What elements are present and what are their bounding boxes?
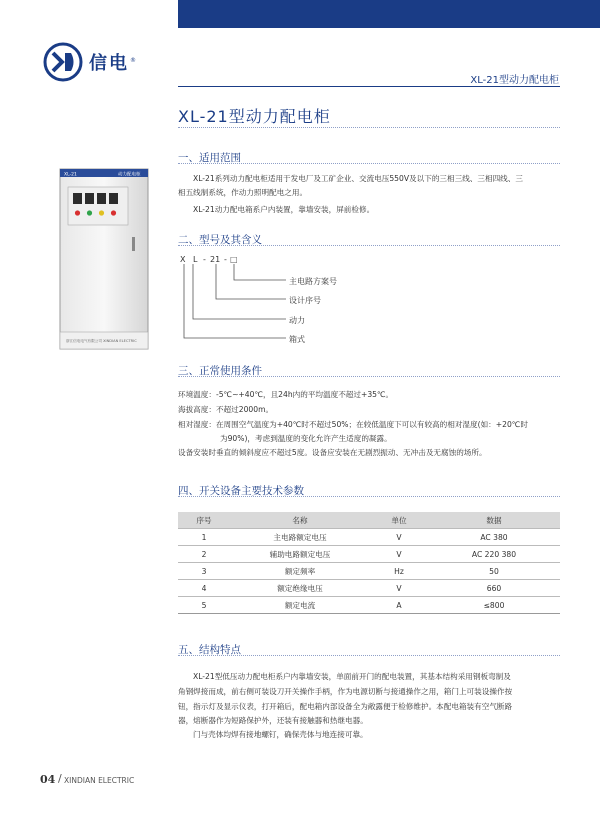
page-number: 04 <box>40 773 56 786</box>
table-cell: 辅助电路额定电压 <box>230 546 370 563</box>
section5-line-1: XL-21型低压动力配电柜系户内靠墙安装，单面前开门的配电装置，其基本结构采用钢板弯制及 <box>193 672 511 681</box>
model-label-scheme: 主电路方案号 <box>289 277 337 286</box>
table-cell: 主电路额定电压 <box>230 529 370 546</box>
table-cell: 额定绝缘电压 <box>230 580 370 597</box>
section5-line-4: 器，熔断器作为短路保护外，还装有接触器和热继电器。 <box>178 716 368 725</box>
footer-company: XINDIAN ELECTRIC <box>64 776 135 785</box>
table-cell: V <box>370 529 428 546</box>
section1-line-3: XL-21动力配电箱系户内装置，靠墙安装，屏前检修。 <box>193 205 375 214</box>
condition-line-5: 设备安装时垂直的倾斜度应不超过5度。设备应安装在无剧烈振动、无冲击及无腐蚀的场所。 <box>178 448 487 457</box>
model-code-dash1: - <box>203 255 206 264</box>
table-row <box>178 597 560 614</box>
table-cell: 660 <box>428 580 560 597</box>
table-header-row <box>178 512 560 529</box>
table-cell: Hz <box>370 563 428 580</box>
model-code-l: L <box>193 255 198 264</box>
section1-line-1: XL-21系列动力配电柜适用于发电厂及工矿企业、交流电压550V及以下的三相三线、三相四线、三 <box>193 174 523 183</box>
header-product-label: XL-21型动力配电柜 <box>470 75 559 86</box>
model-code-box: □ <box>230 255 238 264</box>
top-color-bar <box>178 0 600 28</box>
section1-divider <box>178 163 560 164</box>
table-cell: ≤800 <box>428 597 560 614</box>
section1-heading: 一、适用范围 <box>178 152 241 164</box>
table-row <box>178 546 560 563</box>
condition-line-2: 海拔高度：不超过2000m。 <box>178 405 274 414</box>
brand-name: 信电® <box>89 53 138 74</box>
condition-line-1: 环境温度：-5℃~+40℃，且24h内的平均温度不超过+35℃。 <box>178 390 394 399</box>
table-row <box>178 580 560 597</box>
table-cell: 1 <box>178 529 230 546</box>
table-cell: V <box>370 580 428 597</box>
table-cell: AC 380 <box>428 529 560 546</box>
footer-separator: / <box>58 772 62 785</box>
table-cell: 2 <box>178 546 230 563</box>
section5-line-5: 门与壳体均焊有接地螺钉，确保壳体与地连接可靠。 <box>193 730 368 739</box>
model-code-x: X <box>180 255 186 264</box>
section1-line-2: 相五线制系统，作动力照明配电之用。 <box>178 188 308 197</box>
col-header-unit: 单位 <box>370 512 428 529</box>
table-cell: V <box>370 546 428 563</box>
table-cell: 4 <box>178 580 230 597</box>
table-cell: AC 220 380 <box>428 546 560 563</box>
section5-line-3: 钮，指示灯及显示仪表，打开箱后，配电箱内部设备全为敞露便于检修维护。本配电箱装有空气断路 <box>178 702 513 711</box>
table-cell: 50 <box>428 563 560 580</box>
params-table <box>178 512 560 614</box>
table-row <box>178 563 560 580</box>
model-label-power: 动力 <box>289 316 305 325</box>
cabinet-label-right: 动力配电柜 <box>118 172 141 178</box>
section2-heading: 二、型号及其含义 <box>178 234 262 246</box>
section5-heading: 五、结构特点 <box>178 644 241 656</box>
section3-heading: 三、正常使用条件 <box>178 365 262 377</box>
model-code-21: 21 <box>210 255 221 264</box>
cabinet-bottom-text: 浙江信电电气有限公司 XINDIAN ELECTRIC <box>66 339 137 343</box>
table-cell: 额定频率 <box>230 563 370 580</box>
table-cell: 3 <box>178 563 230 580</box>
model-label-design: 设计序号 <box>289 296 321 305</box>
section3-divider <box>178 376 560 377</box>
section5-line-2: 角钢焊接而成，前右侧可装设刀开关操作手柄，作为电源切断与接通操作之用，箱门上可装设操作按 <box>178 687 513 696</box>
registered-mark: ® <box>130 57 138 64</box>
section4-divider <box>178 496 560 497</box>
condition-line-4: 为90%)，考虑到温度的变化允许产生适度的凝露。 <box>220 434 392 443</box>
cabinet-label-left: XL-21 <box>64 172 77 178</box>
section4-heading: 四、开关设备主要技术参数 <box>178 485 304 497</box>
model-label-box: 箱式 <box>289 335 305 344</box>
header-divider <box>178 86 560 87</box>
table-cell: 额定电流 <box>230 597 370 614</box>
cabinet-image <box>58 167 150 353</box>
col-header-name: 名称 <box>230 512 370 529</box>
table-cell: 5 <box>178 597 230 614</box>
condition-line-3: 相对湿度：在周围空气温度为+40℃时不超过50%；在较低温度下可以有较高的相对湿度(如：+20℃时 <box>178 420 528 429</box>
title-divider <box>178 127 560 128</box>
model-diagram-lines <box>176 262 376 348</box>
model-code-dash2: - <box>224 255 227 264</box>
xd-logo-icon <box>43 42 83 82</box>
table-cell: A <box>370 597 428 614</box>
table-row <box>178 529 560 546</box>
col-header-data: 数据 <box>428 512 560 529</box>
section2-divider <box>178 245 560 246</box>
col-header-no: 序号 <box>178 512 230 529</box>
section5-divider <box>178 655 560 656</box>
page-title: XL-21型动力配电柜 <box>178 107 331 126</box>
